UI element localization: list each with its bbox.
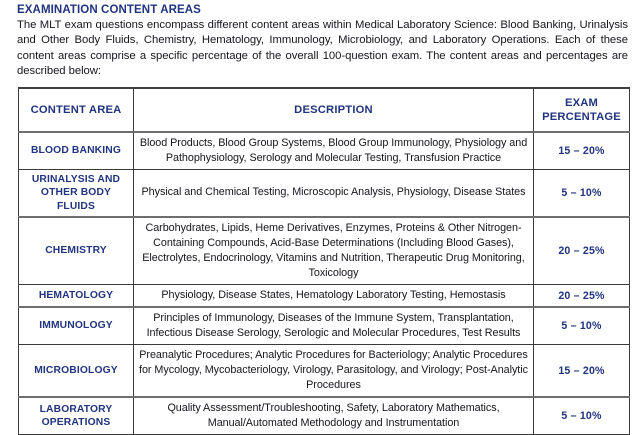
column-header-content-area <box>19 88 134 132</box>
description-text: Principles of Immunology, Diseases of the Immune System, Transplantation, Infectious Disease Serology, Serologic and Molecular Procedures, Test Results <box>146 312 521 340</box>
description-text: Preanalytic Procedures; Analytic Procedures for Bacteriology; Analytic Procedures for Mycology, Mycobacteriology, Virology, Parasitology, and Virology; Post-Analytic Procedures <box>139 349 528 392</box>
cell-description <box>134 217 534 285</box>
exam-percentage-value: 15 – 20% <box>558 364 605 377</box>
table-body <box>19 132 630 435</box>
cell-description <box>134 307 534 345</box>
column-header-exam-percentage <box>534 88 630 132</box>
table-header <box>19 88 630 132</box>
cell-description <box>134 345 534 398</box>
cell-exam-percentage <box>534 169 630 217</box>
cell-content-area <box>19 217 134 285</box>
content-area-label: LABORATORY OPERATIONS <box>39 403 113 429</box>
exam-percentage-value: 20 – 25% <box>558 289 605 302</box>
description-text: Carbohydrates, Lipids, Heme Derivatives, Enzymes, Proteins & Other Nitrogen-Containing Compounds, Acid-Base Determinations (Including Blood Gases), Electrolytes, Endocrinology, Vitamins and Nutrition, Therapeutic Drug Monitoring, Toxicology <box>142 222 525 280</box>
column-header-description-label: DESCRIPTION <box>294 103 373 116</box>
description-text: Physical and Chemical Testing, Microscopic Analysis, Physiology, Disease States <box>141 186 526 199</box>
table-row <box>19 397 630 435</box>
description-text: Quality Assessment/Troubleshooting, Safety, Laboratory Mathematics, Manual/Automated Methodology and Instrumentation <box>167 402 500 430</box>
cell-exam-percentage <box>534 307 630 345</box>
cell-content-area <box>19 345 134 398</box>
exam-percentage-value: 5 – 10% <box>561 320 602 333</box>
page-title: EXAMINATION CONTENT AREAS <box>17 4 201 16</box>
table-row <box>19 132 630 170</box>
column-header-content-area-label: CONTENT AREA <box>30 103 122 116</box>
content-area-label: URINALYSIS AND OTHER BODY FLUIDS <box>31 173 121 212</box>
cell-exam-percentage <box>534 217 630 285</box>
table-row <box>19 217 630 285</box>
table-row <box>19 285 630 308</box>
table-row <box>19 345 630 398</box>
cell-description <box>134 285 534 308</box>
exam-percentage-value: 5 – 10% <box>561 186 602 199</box>
table-row <box>19 169 630 217</box>
column-header-exam-percentage-line2: PERCENTAGE <box>542 110 621 123</box>
table-row <box>19 307 630 345</box>
exam-content-areas-table <box>18 87 630 435</box>
cell-exam-percentage <box>534 345 630 398</box>
cell-content-area <box>19 307 134 345</box>
description-text: Physiology, Disease States, Hematology Laboratory Testing, Hemostasis <box>161 289 506 302</box>
exam-percentage-value: 20 – 25% <box>558 245 605 258</box>
cell-content-area <box>19 397 134 435</box>
intro-paragraph: The MLT exam questions encompass different content areas within Medical Laboratory Science: Blood Banking, Urinalysis and Other Body Fluids, Chemistry, Hematology, Immunology, Microbiology, and Laboratory Operations. Each of these content areas comprise a specific percentage of the overall 100-question exam. The content areas and percentages are described below: <box>17 19 628 78</box>
cell-exam-percentage <box>534 397 630 435</box>
cell-content-area <box>19 132 134 170</box>
column-header-exam-percentage-line1: EXAM <box>564 96 599 109</box>
content-area-label: MICROBIOLOGY <box>34 364 118 376</box>
content-area-label: HEMATOLOGY <box>38 289 114 301</box>
content-area-label: BLOOD BANKING <box>30 144 122 156</box>
cell-description <box>134 397 534 435</box>
content-area-label: IMMUNOLOGY <box>39 320 113 332</box>
cell-content-area <box>19 285 134 308</box>
content-area-label: CHEMISTRY <box>45 245 107 257</box>
cell-exam-percentage <box>534 285 630 308</box>
cell-content-area <box>19 169 134 217</box>
description-text: Blood Products, Blood Group Systems, Blood Group Immunology, Physiology and Pathophysiology, Serology and Molecular Testing, Transfusion Practice <box>139 136 528 164</box>
cell-description <box>134 169 534 217</box>
cell-exam-percentage <box>534 132 630 170</box>
table-header-row <box>19 88 630 132</box>
exam-percentage-value: 5 – 10% <box>561 410 602 423</box>
exam-percentage-value: 15 – 20% <box>558 144 605 157</box>
column-header-description <box>134 88 534 132</box>
cell-description <box>134 132 534 170</box>
